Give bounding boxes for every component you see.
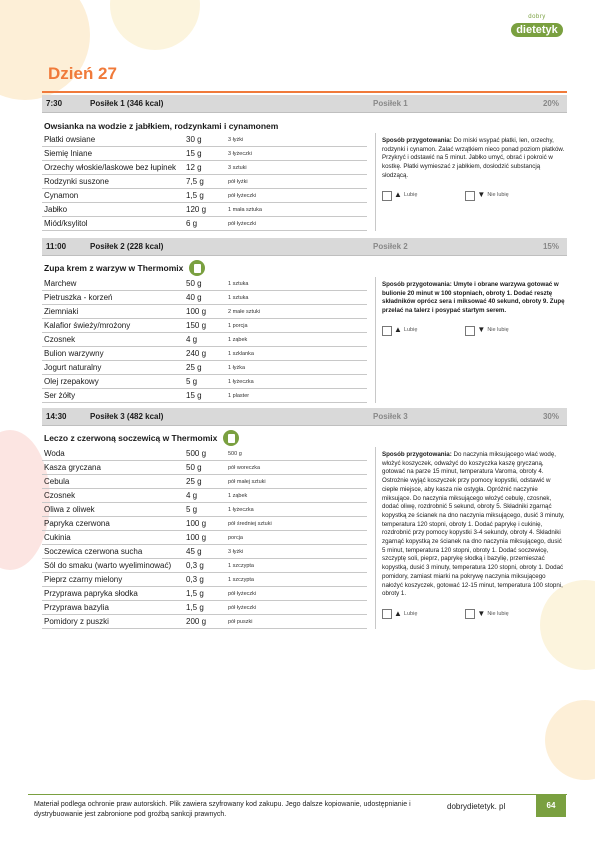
- ingredient-amount: 6 g: [186, 219, 198, 228]
- meal-name-right: Posiłek 2: [373, 242, 408, 251]
- ingredient-amount: 100 g: [186, 307, 207, 316]
- ingredient-unit: 1 porcja: [228, 322, 248, 329]
- dislike-label: Nie lubię: [487, 327, 509, 334]
- ingredient-unit: 1 ząbek: [228, 492, 248, 499]
- thumb-down-icon: ▼: [477, 325, 486, 335]
- ingredient-name: Marchew: [44, 279, 77, 288]
- page-number: 64: [536, 795, 566, 817]
- ingredient-row: [42, 587, 367, 601]
- ingredient-amount: 7,5 g: [186, 177, 204, 186]
- dish-title-text: Leczo z czerwoną soczewicą w Thermomix: [44, 433, 218, 443]
- ingredient-amount: 200 g: [186, 617, 207, 626]
- ingredient-row: [42, 189, 367, 203]
- ingredient-row: [42, 517, 367, 531]
- ingredient-name: Przyprawa bazylia: [44, 603, 109, 612]
- recipe-label: Sposób przygotowania:: [382, 137, 452, 144]
- dislike-checkbox[interactable]: [465, 609, 475, 619]
- brand-logo: [501, 14, 573, 46]
- ingredients-table: [42, 133, 367, 231]
- ingredient-unit: 1 sztuka: [228, 280, 249, 287]
- footer-divider: [28, 794, 567, 795]
- like-label: Lubię: [403, 327, 418, 334]
- ingredient-unit: pół łyżeczki: [228, 220, 257, 227]
- ingredient-unit: 1 szczypta: [228, 576, 254, 583]
- meal-percent: 30%: [542, 412, 559, 421]
- ingredient-row: [42, 217, 367, 231]
- ingredient-row: [42, 161, 367, 175]
- ingredient-unit: 1 szczypta: [228, 562, 254, 569]
- ingredient-row: [42, 347, 367, 361]
- meal-block: [42, 95, 567, 238]
- dislike-checkbox[interactable]: [465, 326, 475, 336]
- ingredient-unit: 1 sztuka: [228, 294, 249, 301]
- ingredient-amount: 240 g: [186, 349, 207, 358]
- ingredient-unit: 1 łyżeczka: [228, 506, 254, 513]
- dish-title: [42, 119, 567, 133]
- ingredient-amount: 4 g: [186, 335, 198, 344]
- dish-title: [42, 429, 567, 447]
- like-checkbox[interactable]: [382, 191, 392, 201]
- ingredient-amount: 1,5 g: [186, 191, 204, 200]
- ingredient-name: Kasza gryczana: [44, 463, 101, 472]
- ingredient-unit: 3 łyżeczki: [228, 150, 252, 157]
- ingredient-name: Pieprz czarny mielony: [44, 575, 123, 584]
- ingredient-row: [42, 375, 367, 389]
- recipe-panel: [375, 447, 567, 629]
- title-divider: [42, 91, 567, 93]
- dislike-label: Nie lubię: [487, 610, 509, 617]
- logo-main-text: dietetyk: [511, 23, 563, 37]
- recipe-label: Sposób przygotowania:: [382, 281, 452, 288]
- dislike-checkbox[interactable]: [465, 191, 475, 201]
- ingredient-name: Kalafior świeży/mrożony: [44, 321, 131, 330]
- ingredient-row: [42, 277, 367, 291]
- ingredient-amount: 5 g: [186, 505, 198, 514]
- ingredient-row: [42, 615, 367, 629]
- ingredient-amount: 5 g: [186, 377, 198, 386]
- ingredient-name: Siemię lniane: [44, 149, 93, 158]
- dish-title-text: Zupa krem z warzyw w Thermomix: [44, 263, 184, 273]
- thumb-up-icon: ▲: [394, 190, 402, 200]
- like-option[interactable]: [382, 326, 417, 336]
- thumb-down-icon: ▼: [477, 190, 486, 200]
- meal-time: 7:30: [46, 99, 63, 108]
- recipe-body: Umyte i obrane warzywa gotować w bulionie 20 minut w 100 stopniach, obroty 1. Dodać resztę składników oprócz sera i miksować 40 sekund, obroty 9. Zupę przelać na talerz i posypać startym serem.: [382, 281, 565, 315]
- ingredient-amount: 30 g: [186, 135, 202, 144]
- rating-row: [382, 326, 567, 336]
- ingredients-table: [42, 277, 367, 403]
- ingredient-name: Woda: [44, 449, 65, 458]
- meal-name-right: Posiłek 3: [373, 412, 408, 421]
- logo-top-text: dobry: [528, 14, 546, 20]
- thumb-down-icon: ▼: [477, 608, 486, 618]
- ingredient-row: [42, 203, 367, 217]
- ingredient-unit: 1 mała sztuka: [228, 206, 262, 213]
- dish-title-text: Owsianka na wodzie z jabłkiem, rodzynkami i cynamonem: [44, 121, 279, 131]
- ingredient-amount: 100 g: [186, 533, 207, 542]
- ingredient-amount: 15 g: [186, 391, 202, 400]
- meal-time: 14:30: [46, 412, 67, 421]
- meal-time: 11:00: [46, 242, 67, 251]
- copyright-notice: Materiał podlega ochronie praw autorskich. Plik zawiera szyfrowany kod zakupu. Jego dalsze kopiowanie, udostępnianie i dystrybuowanie jest zabronione pod groźbą sankcji prawnych.: [34, 801, 411, 818]
- ingredient-row: [42, 291, 367, 305]
- meal-content: [42, 133, 567, 231]
- like-checkbox[interactable]: [382, 326, 392, 336]
- ingredient-unit: 2 małe sztuki: [228, 308, 261, 315]
- ingredient-row: [42, 601, 367, 615]
- ingredient-row: [42, 133, 367, 147]
- ingredient-row: [42, 545, 367, 559]
- like-label: Lubię: [403, 610, 418, 617]
- ingredient-name: Bulion warzywny: [44, 349, 104, 358]
- dislike-label: Nie lubię: [487, 192, 509, 199]
- ingredient-amount: 120 g: [186, 205, 207, 214]
- ingredient-row: [42, 573, 367, 587]
- ingredient-name: Cynamon: [44, 191, 79, 200]
- decorative-fruit: [545, 700, 595, 780]
- recipe-panel: [375, 133, 567, 231]
- meal-content: [42, 447, 567, 629]
- like-checkbox[interactable]: [382, 609, 392, 619]
- ingredient-name: Cebula: [44, 477, 70, 486]
- meal-block: [42, 238, 567, 408]
- ingredient-unit: 3 łyżki: [228, 548, 244, 555]
- ingredient-name: Pomidory z puszki: [44, 617, 109, 626]
- like-label: Lubię: [403, 192, 418, 199]
- ingredient-amount: 100 g: [186, 519, 207, 528]
- recipe-text: [382, 137, 567, 181]
- recipe-label: Sposób przygotowania:: [382, 451, 452, 458]
- ingredient-row: [42, 319, 367, 333]
- ingredient-row: [42, 503, 367, 517]
- ingredient-name: Cukinia: [44, 533, 71, 542]
- recipe-text: [382, 451, 567, 599]
- ingredient-row: [42, 389, 367, 403]
- ingredient-unit: pół woreczka: [228, 464, 261, 471]
- meal-header: [42, 408, 567, 426]
- ingredient-unit: 1 plaster: [228, 392, 250, 399]
- ingredient-row: [42, 489, 367, 503]
- ingredient-unit: porcja: [228, 534, 243, 541]
- ingredient-amount: 25 g: [186, 363, 202, 372]
- footer-site-link[interactable]: dobrydietetyk. pl: [447, 802, 506, 811]
- dislike-option[interactable]: [465, 609, 508, 619]
- ingredient-name: Miód/ksylitol: [44, 219, 88, 228]
- recipe-body: Do naczynia miksującego wlać wodę, włożyć koszyczek, odważyć do koszyczka kaszę gryczaną, gotować na parze 15 minut, temperatura Varoma, obroty 4. Ostrożnie wyjąć koszyczek przy pomocy kopystki, odstawić w ciepłe miejsce, aby kasza nie ostygła. Opróżnić naczynie miksujące. Do naczynia miksującego włożyć cebulę, czosnek, dodać oliwę, rozdrobnić 5 sekund, obroty 5. Składniki zgarnąć kopystką ze ścianek na dno naczynia miksującego, dusić 3 minuty, temperatura 120 stopni, obroty 1. Dodać paprykę i cukinię, rozdrobnić przy pomocy kopystki 3-4 sekundy, obroty 4. Składniki zgarnąć kopystką ze ścianek na dno naczynia miksującego, dusić 5 minut, temperatura 120 stopni, obroty 1. Dodać soczewicę, szczyptę soli, pieprz, paprykę słodką i bazylię, przemieszać kopystką, dusić 3 minuty, temperatura 120 stopni, obroty 1. Dodać pomidory, zamiast miarki na pokrywę naczynia miksującego nałożyć koszyczek, gotować 12-15 minut, temperatura 100 stopni, obroty 1.: [382, 451, 565, 598]
- ingredient-name: Soczewica czerwona sucha: [44, 547, 143, 556]
- ingredient-name: Ziemniaki: [44, 307, 79, 316]
- dislike-option[interactable]: [465, 191, 508, 201]
- ingredient-unit: pół łyżeczki: [228, 590, 257, 597]
- ingredient-name: Czosnek: [44, 491, 76, 500]
- meal-content: [42, 277, 567, 403]
- rating-row: [382, 609, 567, 619]
- ingredient-name: Ser żółty: [44, 391, 76, 400]
- rating-row: [382, 191, 567, 201]
- ingredient-unit: 500 g: [228, 450, 242, 457]
- ingredient-name: Czosnek: [44, 335, 76, 344]
- ingredient-name: Przyprawa papryka słodka: [44, 589, 138, 598]
- recipe-panel: [375, 277, 567, 403]
- ingredient-amount: 1,5 g: [186, 589, 204, 598]
- ingredient-row: [42, 559, 367, 573]
- ingredient-amount: 0,3 g: [186, 575, 204, 584]
- ingredient-name: Olej rzepakowy: [44, 377, 99, 386]
- ingredient-unit: 1 łyżeczka: [228, 378, 254, 385]
- ingredient-name: Papryka czerwona: [44, 519, 110, 528]
- ingredient-unit: pół łyżeczki: [228, 604, 257, 611]
- meal-block: [42, 408, 567, 629]
- ingredient-name: Rodzynki suszone: [44, 177, 109, 186]
- page-title: Dzień 27: [48, 64, 117, 83]
- ingredient-name: Sól do smaku (warto wyeliminować): [44, 561, 172, 570]
- ingredient-row: [42, 531, 367, 545]
- ingredient-amount: 1,5 g: [186, 603, 204, 612]
- ingredient-name: Pietruszka - korzeń: [44, 293, 113, 302]
- ingredient-unit: 1 szklanka: [228, 350, 254, 357]
- ingredient-amount: 0,3 g: [186, 561, 204, 570]
- ingredient-amount: 25 g: [186, 477, 202, 486]
- dislike-option[interactable]: [465, 326, 508, 336]
- meal-header: [42, 238, 567, 256]
- ingredient-unit: 1 łyżka: [228, 364, 246, 371]
- ingredient-unit: pół puszki: [228, 618, 253, 625]
- ingredient-amount: 45 g: [186, 547, 202, 556]
- thumb-up-icon: ▲: [394, 325, 402, 335]
- ingredient-amount: 40 g: [186, 293, 202, 302]
- ingredient-row: [42, 447, 367, 461]
- ingredient-unit: 1 ząbek: [228, 336, 248, 343]
- meal-percent: 20%: [542, 99, 559, 108]
- decorative-fruit: [0, 0, 90, 100]
- ingredient-amount: 150 g: [186, 321, 207, 330]
- ingredient-row: [42, 333, 367, 347]
- ingredient-unit: 3 sztuki: [228, 164, 247, 171]
- ingredient-row: [42, 175, 367, 189]
- ingredient-row: [42, 305, 367, 319]
- meal-plan: [42, 95, 567, 629]
- ingredient-row: [42, 147, 367, 161]
- meal-name: Posiłek 1 (346 kcal): [90, 99, 164, 108]
- recipe-body: Do miski wsypać płatki, len, orzechy, rodzynki i cynamon. Zalać wrzątkiem nieco ponad poziom płatków. Przykryć i odstawić na 5 minut. Jabłko umyć, obrać i pokroić w kostkę. Płatki wymieszać z jabłkiem, dosłodzić substancją słodzącą.: [382, 137, 565, 179]
- ingredient-amount: 50 g: [186, 463, 202, 472]
- like-option[interactable]: [382, 191, 417, 201]
- ingredient-name: Jabłko: [44, 205, 68, 214]
- dish-title: [42, 259, 567, 277]
- ingredient-name: Oliwa z oliwek: [44, 505, 95, 514]
- ingredient-amount: 500 g: [186, 449, 207, 458]
- decorative-fruit: [110, 0, 200, 50]
- ingredient-unit: pół łyżki: [228, 178, 248, 185]
- recipe-text: [382, 281, 567, 316]
- ingredient-row: [42, 461, 367, 475]
- ingredient-amount: 12 g: [186, 163, 202, 172]
- ingredient-row: [42, 361, 367, 375]
- thermomix-icon: [223, 430, 239, 446]
- ingredient-row: [42, 475, 367, 489]
- ingredient-unit: pół łyżeczki: [228, 192, 257, 199]
- ingredient-amount: 4 g: [186, 491, 198, 500]
- ingredient-name: Orzechy włoskie/laskowe bez łupinek: [44, 163, 177, 172]
- thermomix-icon: [189, 260, 205, 276]
- ingredients-table: [42, 447, 367, 629]
- ingredient-name: Płatki owsiane: [44, 135, 96, 144]
- meal-name: Posiłek 3 (482 kcal): [90, 412, 164, 421]
- meal-name: Posiłek 2 (228 kcal): [90, 242, 164, 251]
- meal-name-right: Posiłek 1: [373, 99, 408, 108]
- ingredient-unit: pół średniej sztuki: [228, 520, 272, 527]
- ingredient-unit: 3 łyżki: [228, 136, 244, 143]
- ingredient-amount: 15 g: [186, 149, 202, 158]
- ingredient-unit: pół małej sztuki: [228, 478, 266, 485]
- ingredient-name: Jogurt naturalny: [44, 363, 102, 372]
- meal-percent: 15%: [542, 242, 559, 251]
- meal-header: [42, 95, 567, 113]
- ingredient-amount: 50 g: [186, 279, 202, 288]
- like-option[interactable]: [382, 609, 417, 619]
- thumb-up-icon: ▲: [394, 608, 402, 618]
